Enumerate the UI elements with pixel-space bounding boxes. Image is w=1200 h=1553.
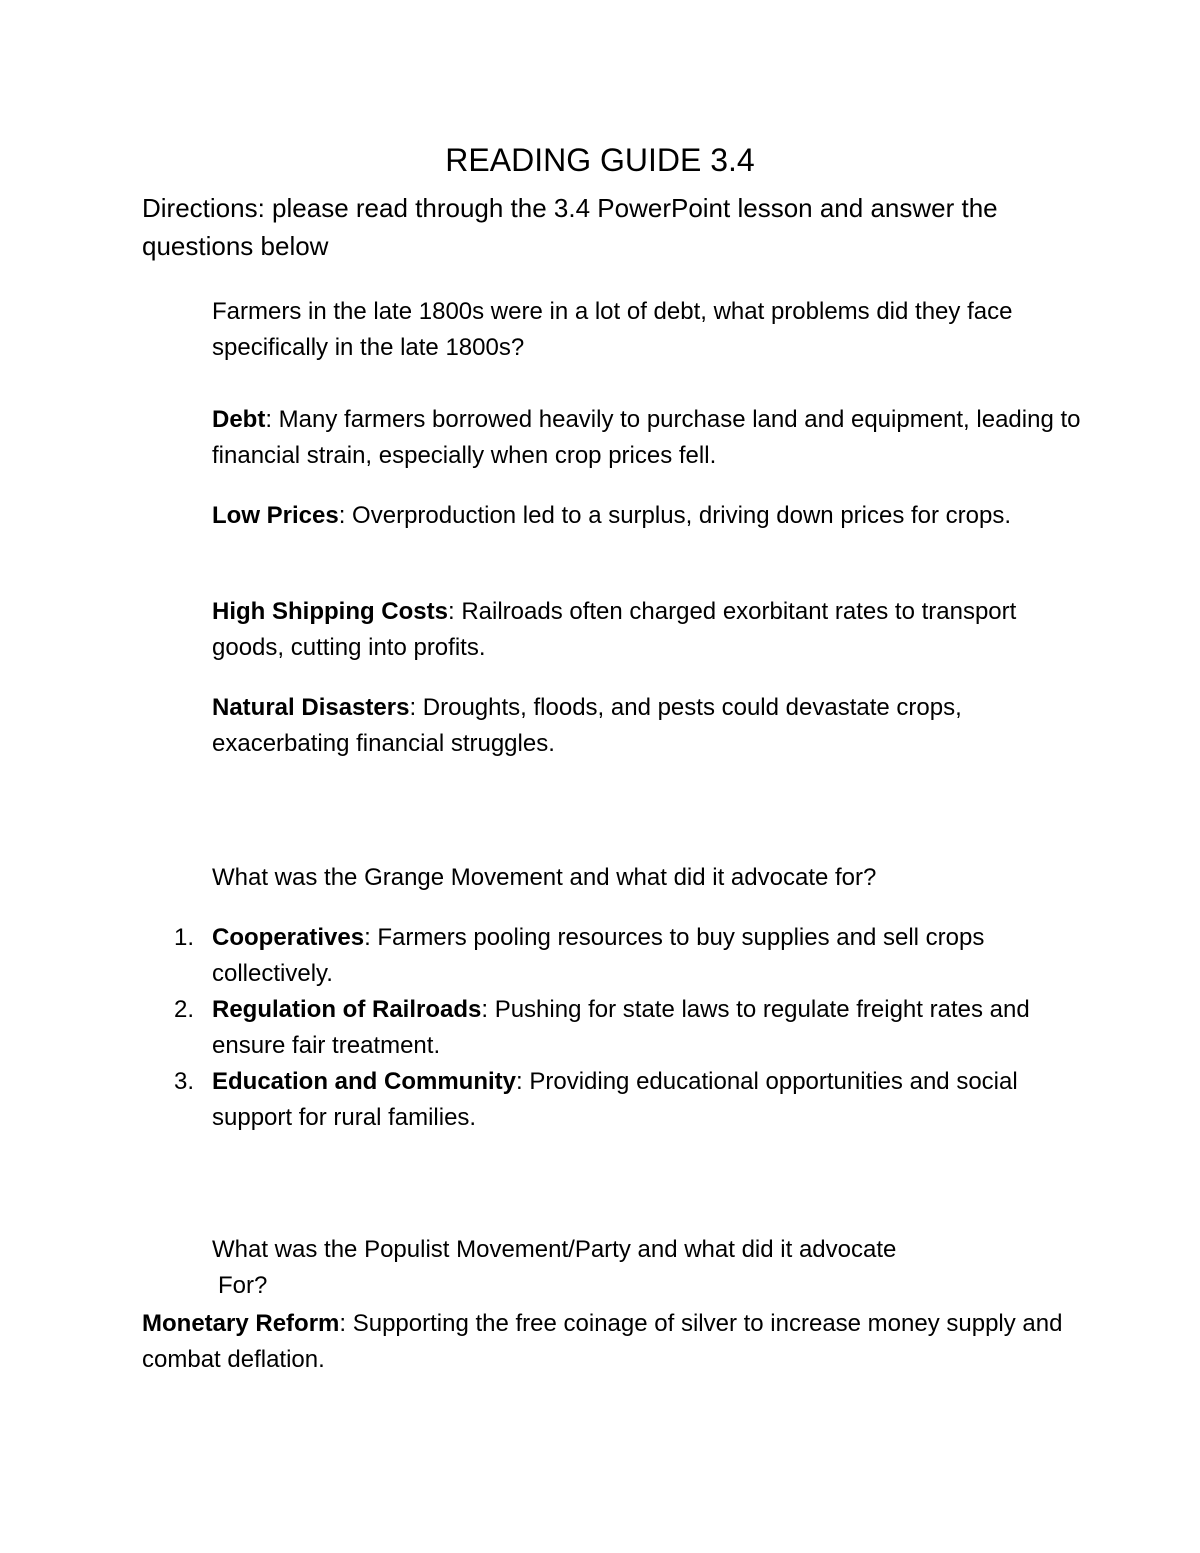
answer-text: : Providing educational opportunities and social support for rural families. [212, 1068, 1018, 1131]
answer-text: : Supporting the free coinage of silver to increase money supply and combat deflation. [142, 1310, 1063, 1373]
answer-term: Debt [212, 406, 266, 433]
grange-list [174, 920, 1074, 1136]
list-number: 1. [174, 924, 195, 951]
list-number: 3. [174, 1068, 195, 1095]
answer-text: : Overproduction led to a surplus, driving down prices for crops. [338, 502, 1012, 529]
answer-term: Cooperatives [212, 924, 365, 951]
document-title: READING GUIDE 3.4 [445, 142, 755, 178]
directions-text: Directions: please read through the 3.4 PowerPoint lesson and answer the questions below [142, 193, 998, 261]
answer-natural-disasters [212, 690, 1092, 762]
list-item [174, 920, 1074, 992]
answer-term: High Shipping Costs [212, 598, 448, 625]
answer-text: : Railroads often charged exorbitant rates to transport goods, cutting into profits. [212, 598, 1017, 661]
list-item [174, 1064, 1074, 1136]
list-item [174, 992, 1074, 1064]
answer-text: : Many farmers borrowed heavily to purchase land and equipment, leading to financial strain, especially when crop prices fell. [212, 406, 1081, 469]
question-3-line-1: What was the Populist Movement/Party and what did it advocate [212, 1236, 897, 1263]
answer-term: Low Prices [212, 502, 339, 529]
answer-text: : Droughts, floods, and pests could devastate crops, exacerbating financial struggles. [212, 694, 962, 757]
answer-text: : Farmers pooling resources to buy supplies and sell crops collectively. [212, 924, 985, 987]
answer-term: Regulation of Railroads [212, 996, 482, 1023]
question-2: What was the Grange Movement and what did it advocate for? [212, 864, 877, 891]
answer-debt [212, 402, 1092, 474]
answer-monetary-reform [142, 1306, 1092, 1378]
list-number: 2. [174, 996, 195, 1023]
answer-high-shipping-costs [212, 594, 1092, 666]
answer-low-prices [212, 498, 1092, 534]
answer-text: : Pushing for state laws to regulate freight rates and ensure fair treatment. [212, 996, 1030, 1059]
question-1: Farmers in the late 1800s were in a lot of debt, what problems did they face specifically in the late 1800s? [212, 298, 1013, 361]
answer-term: Education and Community [212, 1068, 517, 1095]
question-3 [212, 1232, 1092, 1304]
answer-term: Natural Disasters [212, 694, 410, 721]
answer-term: Monetary Reform [142, 1310, 340, 1337]
question-3-line-2: For? [218, 1272, 268, 1299]
